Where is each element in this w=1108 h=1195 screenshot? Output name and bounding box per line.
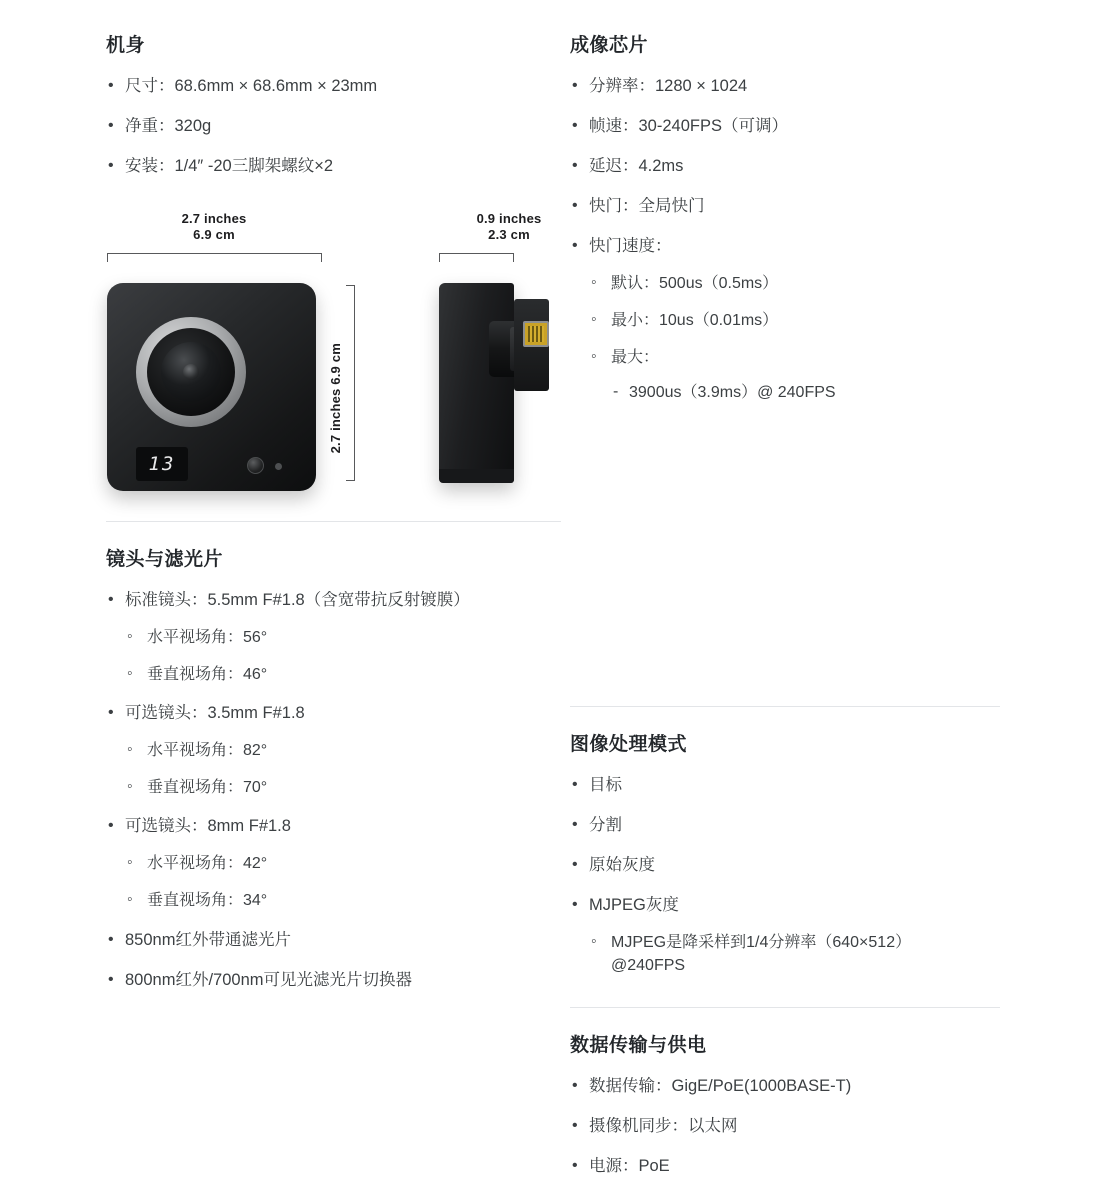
body-spec-list [106, 75, 570, 179]
list-item: • 延迟：4.2ms [570, 155, 1000, 179]
camera-side-view-image [439, 283, 514, 483]
front-width-dimension-label: 2.7 inches 6.9 cm [181, 210, 247, 243]
list-item [106, 815, 570, 912]
height-dimension-label: 2.7 inches 6.9 cm [328, 342, 343, 454]
status-led-icon [275, 463, 282, 470]
list-item: • 800nm红外/700nm可见光滤光片切换器 [106, 969, 570, 993]
lens-inner [147, 328, 235, 416]
lens-glass [161, 342, 221, 402]
ethernet-connector-icon [523, 321, 549, 347]
shutter-max-detail-list [611, 381, 1000, 404]
list-item: ◦ 默认：500us（0.5ms） [589, 272, 1000, 295]
section-title-body: 机身 [106, 35, 146, 56]
data-power-list [570, 1075, 1000, 1179]
side-depth-dimension-label: 0.9 inches 2.3 cm [476, 210, 542, 243]
optional-lens-8-fov-list [125, 852, 570, 912]
list-item: • 快门：全局快门 [570, 195, 1000, 219]
camera-button [247, 457, 264, 474]
front-width-bracket [107, 253, 322, 262]
imaging-modes-list [570, 774, 1000, 977]
list-item: ◦ 垂直视场角：70° [125, 776, 570, 799]
standard-lens-label: 标准镜头：5.5mm F#1.8（含宽带抗反射镀膜） [125, 590, 470, 609]
list-item: ◦ 垂直视场角：46° [125, 663, 570, 686]
section-title-data-power: 数据传输与供电 [570, 1035, 707, 1057]
list-item: • 安装：1/4″ -20三脚架螺纹×2 [106, 155, 570, 179]
list-item: ◦ 水平视场角：42° [125, 852, 570, 875]
list-item: • 帧速：30-240FPS（可调） [570, 115, 1000, 139]
list-item [570, 235, 1000, 405]
camera-side-foot [439, 469, 514, 483]
list-item: • 原始灰度 [570, 854, 1000, 878]
mjpeg-label: MJPEG灰度 [589, 896, 679, 915]
list-item: • 分割 [570, 814, 1000, 838]
list-item: • 分辨率：1280 × 1024 [570, 75, 1000, 99]
list-item: • 数据传输：GigE/PoE(1000BASE-T) [570, 1075, 1000, 1099]
lens-spec-list [106, 589, 570, 993]
list-item: • 目标 [570, 774, 1000, 798]
list-item: • 摄像机同步：以太网 [570, 1115, 1000, 1139]
list-item: ◦ 最小：10us（0.01ms） [589, 309, 1000, 332]
section-data-power [570, 1030, 1000, 1179]
section-title-imaging-modes: 图像处理模式 [570, 734, 688, 756]
side-depth-bracket [439, 253, 514, 262]
height-dimension-bracket [346, 285, 355, 481]
optional-lens-8-label: 可选镜头：8mm F#1.8 [125, 817, 291, 836]
section-lens [106, 544, 570, 1009]
optional-lens-35-fov-list [125, 739, 570, 799]
list-item: • 电源：PoE [570, 1155, 1000, 1179]
list-item: - 3900us（3.9ms）@ 240FPS [611, 381, 1000, 404]
shutter-max-label: 最大： [611, 348, 660, 366]
camera-display [136, 447, 188, 481]
list-item [589, 346, 1000, 404]
list-item [570, 894, 1000, 977]
lens-ring [136, 317, 246, 427]
list-item: ◦ 水平视场角：56° [125, 626, 570, 649]
list-item: ◦ 水平视场角：82° [125, 739, 570, 762]
list-item: • 850nm红外带通滤光片 [106, 929, 570, 953]
optional-lens-35-label: 可选镜头：3.5mm F#1.8 [125, 704, 305, 723]
mjpeg-note-list [589, 931, 1000, 977]
camera-dimension-figure [106, 211, 561, 521]
list-item: ◦ MJPEG是降采样到1/4分辨率（640×512） @240FPS [589, 931, 1000, 977]
section-title-lens: 镜头与滤光片 [106, 548, 224, 570]
section-imaging-modes [570, 729, 1000, 977]
list-item [106, 589, 570, 686]
list-item: ◦ 垂直视场角：34° [125, 889, 570, 912]
standard-lens-fov-list [125, 626, 570, 686]
list-item: • 尺寸：68.6mm × 68.6mm × 23mm [106, 75, 570, 99]
shutter-speed-label: 快门速度： [589, 236, 672, 255]
list-item [106, 702, 570, 799]
shutter-speed-list [589, 272, 1000, 405]
list-item: • 净重：320g [106, 115, 570, 139]
section-sensor [570, 30, 1000, 404]
display-value: 13 [148, 452, 176, 475]
sensor-spec-list [570, 75, 1000, 404]
section-title-sensor: 成像芯片 [570, 35, 649, 56]
lens-pupil [183, 364, 199, 380]
camera-front-view-image [107, 283, 316, 491]
